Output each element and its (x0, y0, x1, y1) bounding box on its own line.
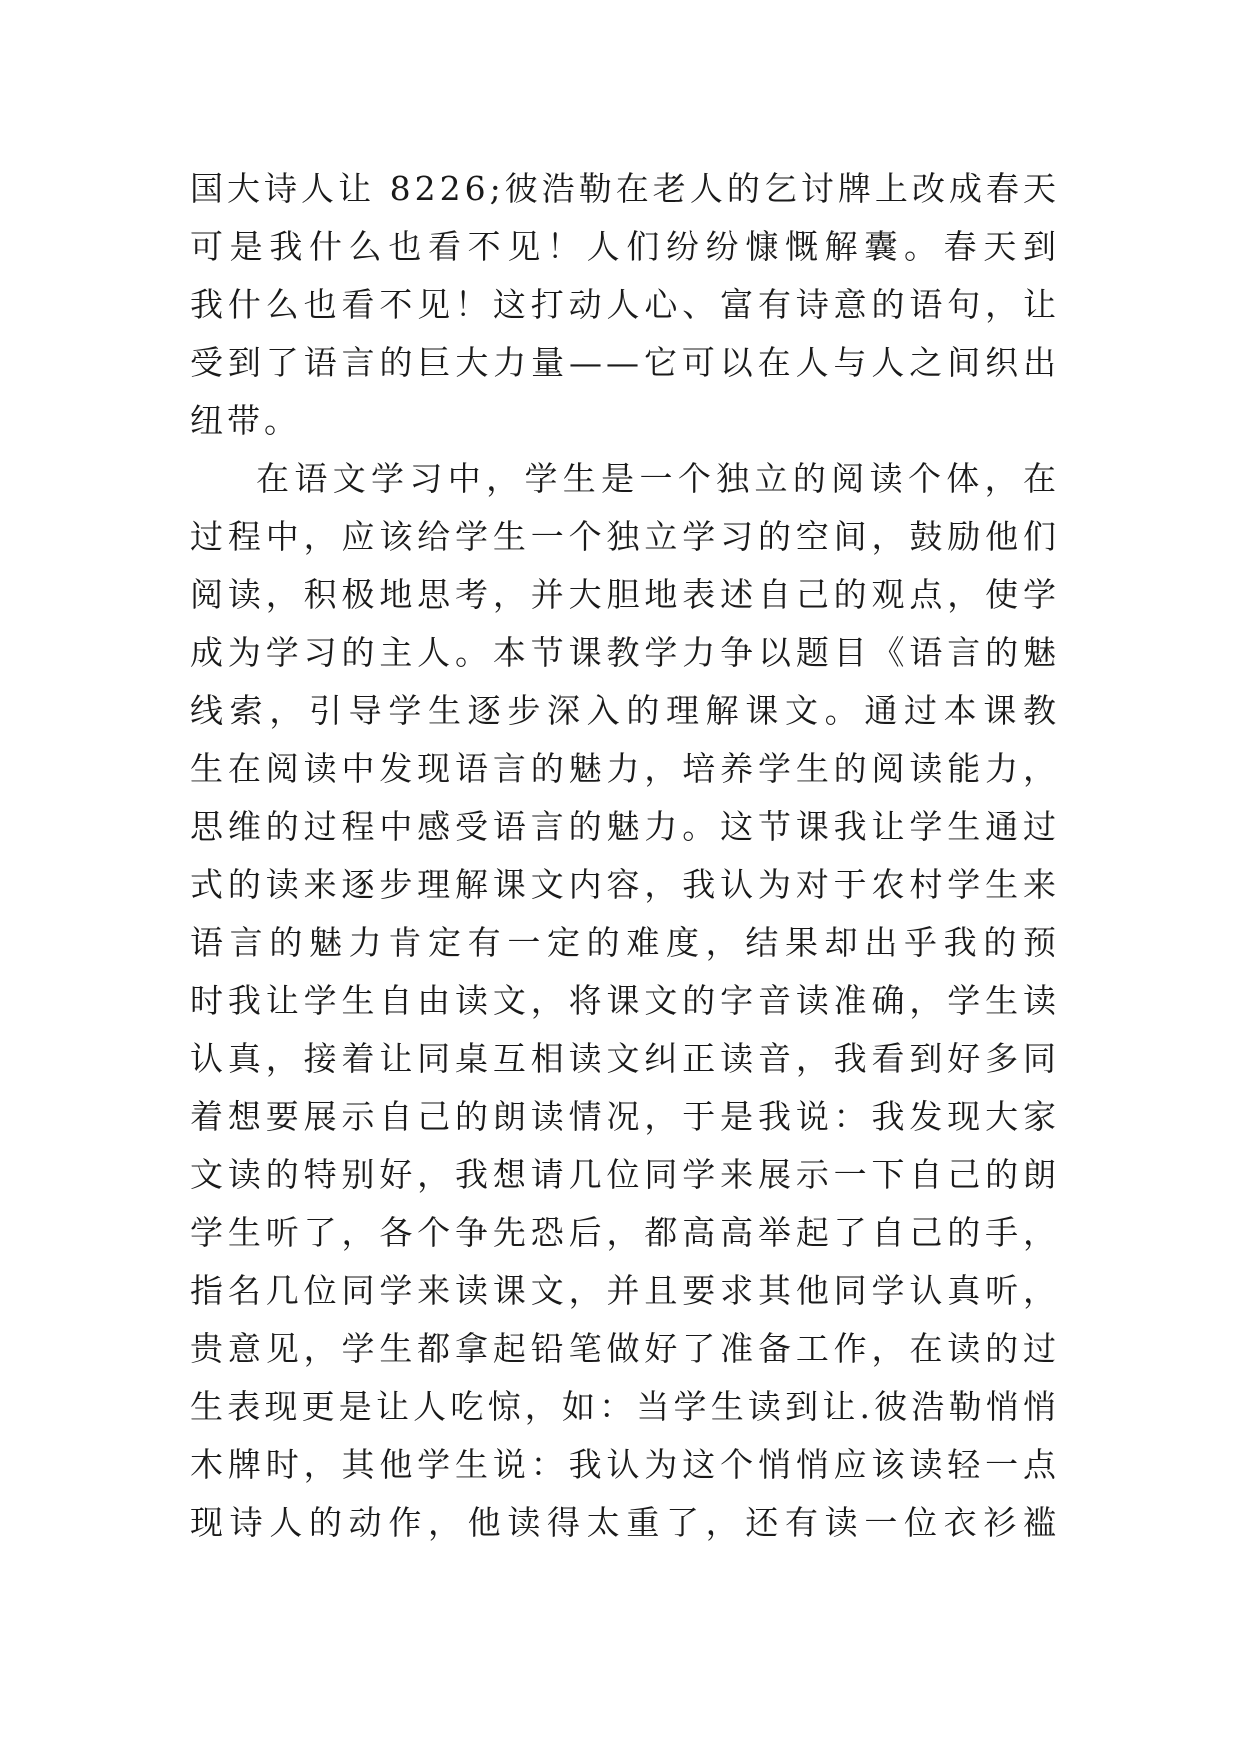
text-line: 式的读来逐步理解课文内容，我认为对于农村学生来 (190, 865, 1060, 904)
paragraph-start-line: 在语文学习中，学生是一个独立的阅读个体，在 (256, 459, 1060, 498)
text-line: 线索，引导学生逐步深入的理解课文。通过本课教 (190, 691, 1060, 730)
text-line: 文读的特别好，我想请几位同学来展示一下自己的朗 (190, 1155, 1060, 1194)
text-line: 木牌时，其他学生说：我认为这个悄悄应该读轻一点 (190, 1445, 1060, 1484)
text-line: 现诗人的动作，他读得太重了，还有读一位衣衫褴 (190, 1503, 1060, 1542)
text-line: 国大诗人让 8226;彼浩勒在老人的乞讨牌上改成春天 (190, 169, 1060, 208)
text-line: 着想要展示自己的朗读情况，于是我说：我发现大家 (190, 1097, 1060, 1136)
text-line: 受到了语言的巨大力量——它可以在人与人之间织出 (190, 343, 1060, 382)
text-line: 认真，接着让同桌互相读文纠正读音，我看到好多同 (190, 1039, 1060, 1078)
text-line: 可是我什么也看不见！人们纷纷慷慨解囊。春天到 (190, 227, 1060, 266)
text-line: 学生听了，各个争先恐后，都高高举起了自己的手， (190, 1213, 1060, 1252)
text-line: 贵意见，学生都拿起铅笔做好了准备工作，在读的过 (190, 1329, 1060, 1368)
text-line: 纽带。 (190, 401, 301, 440)
text-line: 思维的过程中感受语言的魅力。这节课我让学生通过 (190, 807, 1060, 846)
text-line: 我什么也看不见！这打动人心、富有诗意的语句，让 (190, 285, 1060, 324)
text-line: 生在阅读中发现语言的魅力，培养学生的阅读能力， (190, 749, 1060, 788)
body-text (190, 160, 1060, 1552)
text-line: 生表现更是让人吃惊，如：当学生读到让.彼浩勒悄悄 (190, 1387, 1060, 1426)
text-line: 时我让学生自由读文，将课文的字音读准确，学生读 (190, 981, 1060, 1020)
text-line: 过程中，应该给学生一个独立学习的空间，鼓励他们 (190, 517, 1060, 556)
text-line: 指名几位同学来读课文，并且要求其他同学认真听， (190, 1271, 1060, 1310)
text-line: 阅读，积极地思考，并大胆地表述自己的观点，使学 (190, 575, 1060, 614)
text-line: 成为学习的主人。本节课教学力争以题目《语言的魅 (190, 633, 1060, 672)
text-line: 语言的魅力肯定有一定的难度，结果却出乎我的预 (190, 923, 1060, 962)
